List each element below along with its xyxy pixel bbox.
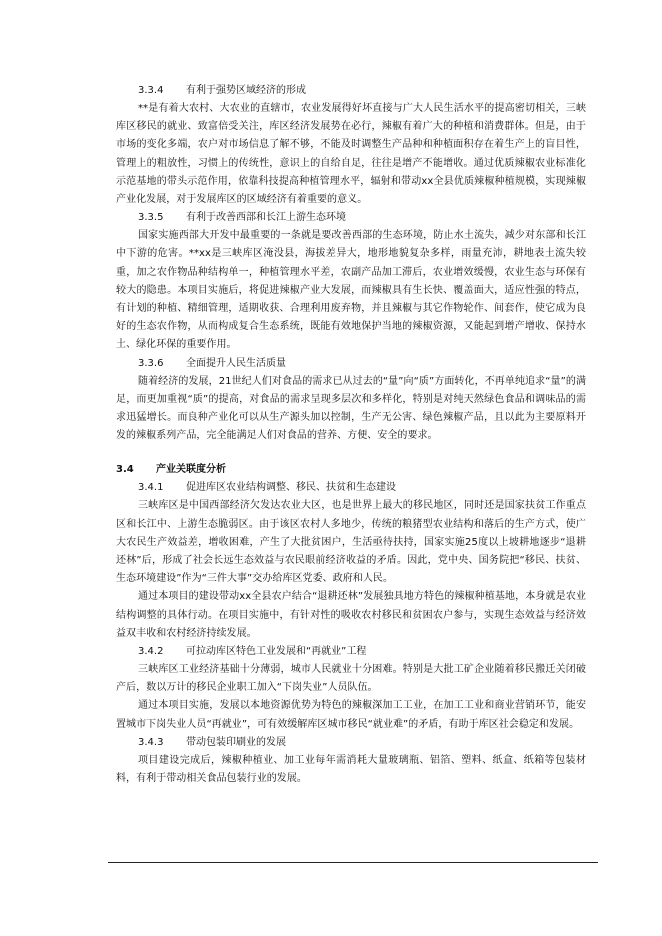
section-heading [138,643,586,661]
section-heading [138,82,586,100]
section-title: 带动包装印刷业的发展 [186,736,286,748]
section-heading [138,355,586,373]
section-number: 3.4.2 [138,646,164,658]
section-title: 有利于改善西部和长江上游生态环境 [186,212,346,224]
section-number: 3.4.1 [138,482,164,494]
section-title: 可拉动库区特色工业发展和“再就业”工程 [186,646,367,658]
paragraph: **是有着大农村、大农业的直辖市，农业发展得好坏直接与广大人民生活水平的提高密切相关，三峡库区移民的就业、致富倍受关注，库区经济发展势在必行，辣椒有着广大的种植和消费群体。但是，由于市场的变化多端，农户对市场信息了解不够，不能及时调整生产品种和种植面积存在着生产上的盲目性，管理上的粗放性，习惯上的传统性，意识上的自给自足，往往是增产不能增收。通过优质辣椒农业标准化示范基地的带头示范作用，依靠科技提高种植管理水平，辐射和带动xx全县优质辣椒种植规模，实现辣椒产业化发展，对于发展库区的区域经济有着重要的意义。 [116,103,586,206]
section-number: 3.4 [116,464,134,476]
section-heading [138,209,586,227]
document-body [116,82,586,788]
section-number: 3.4.3 [138,736,164,748]
section-title: 促进库区农业结构调整、移民、扶贫和生态建设 [186,482,396,494]
section-number: 3.3.4 [138,85,164,96]
section-heading [116,461,586,479]
section-heading [138,734,586,752]
paragraph: 国家实施西部大开发中最重要的一条就是要改善西部的生态环境，防止水土流失，减少对东部和长江中下游的危害。**xx是三峡库区淹没县，海拔差异大，地形地貌复杂多样，雨量充沛，耕地表土流失较重，加之农作物品种结构单一，种植管理水平差，农副产品加工滞后，农业增效缓慢，农业生态与环保有较大的隐患。本项目实施后，将促进辣椒产业大发展，而辣椒具有生长快、覆盖面大，适应性强的特点，有计划的种植、精细管理，适期收获、合理利用废弃物，并且辣椒与其它作物轮作、间套作，使它成为良好的生态农作物，从而构成复合生态系统，既能有效地保护当地的辣椒资源，又能起到增产增收、保持水土、绿化环保的重要作用。 [116,230,586,351]
section-title: 有利于强势区域经济的形成 [186,85,306,96]
section-title: 产业关联度分析 [156,464,226,476]
paragraph: 三峡库区是中国西部经济欠发达农业大区，也是世界上最大的移民地区，同时还是国家扶贫工作重点区和长江中、上游生态脆弱区。由于该区农村人多地少，传统的粮猪型农业结构和落后的生产方式，使广大农民生产效益差，增收困难，产生了大批贫困户，生活亟待扶持，国家实施25度以上坡耕地逐步“退耕还林”后，形成了社会长远生态效益与农民眼前经济收益的矛盾。因此，党中央、国务院把“移民、扶贫、生态环境建设”作为“三件大事”交办给库区党委、政府和人民。 [116,500,586,585]
paragraph: 随着经济的发展，21世纪人们对食品的需求已从过去的“量”向“质”方面转化，不再单纯追求“量”的满足，而更加重视“质”的提高，对食品的需求呈现多层次和多样化，特别是对纯天然绿色食品和调味品的需求迅猛增长。而良种产业化可以从生产源头加以控制，生产无公害、绿色辣椒产品，且以此为主要原料开发的辣椒系列产品，完全能满足人们对食品的营养、方便、安全的要求。 [116,375,586,442]
paragraph: 通过本项目的建设带动xx全县农户结合“退耕还林”发展独具地方特色的辣椒种植基地，本身就是农业结构调整的具体行动。在项目实施中，有针对性的吸收农村移民和贫困农户参与，实现生态效益与经济效益双丰收和农村经济持续发展。 [116,591,586,639]
section-title: 全面提升人民生活质量 [186,357,286,369]
paragraph: 三峡库区工业经济基础十分薄弱，城市人民就业十分困难。特别是大批工矿企业随着移民搬迁关闭破产后，数以万计的移民企业职工加入“下岗失业”人员队伍。 [116,664,586,694]
paragraph: 项目建设完成后，辣椒种植业、加工业每年需消耗大量玻璃瓶、铝箔、塑料、纸盒、纸箱等包装材料，有利于带动相关食品包装行业的发展。 [116,754,586,785]
section-number: 3.3.5 [138,212,164,224]
section-number: 3.3.6 [138,357,164,369]
paragraph: 通过本项目实施，发展以本地资源优势为特色的辣椒深加工工业，在加工工业和商业营销环节，能安置城市下岗失业人员“再就业”，可有效缓解库区城市移民“就业难”的矛盾，有助于库区社会稳定和发展。 [116,700,586,730]
section-heading [138,479,586,497]
footer-divider [108,862,598,863]
